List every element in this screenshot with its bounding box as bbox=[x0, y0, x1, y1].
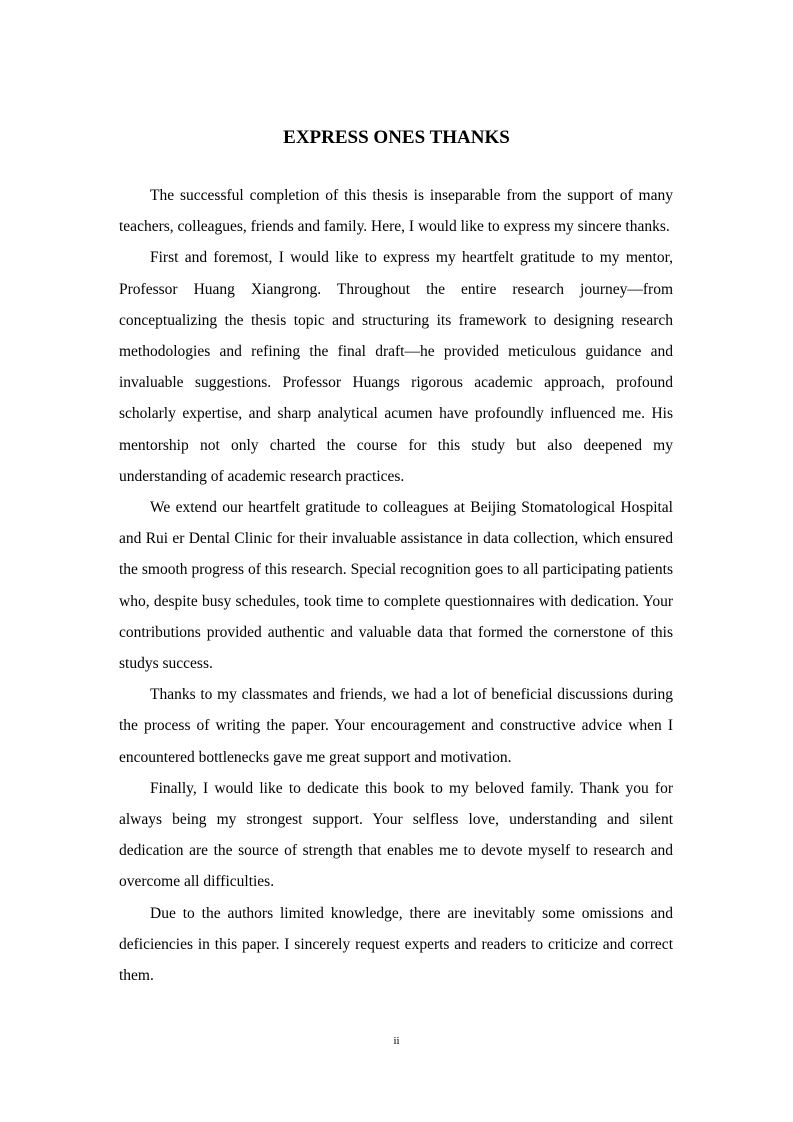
paragraph-3: We extend our heartfelt gratitude to colleagues at Beijing Stomatological Hospital and Rui er Dental Clinic for their invaluable assistance in data collection, which ensured the smooth progress of this research. Special recognition goes to all participating patients who, despite busy schedules, took time to complete questionnaires with dedication. Your contributions provided authentic and valuable data that formed the cornerstone of this studys success. bbox=[119, 499, 673, 673]
paragraph-4: Thanks to my classmates and friends, we had a lot of beneficial discussions during the process of writing the paper. Your encouragement and constructive advice when I encountered bottlenecks gave me great support and motivation. bbox=[119, 686, 673, 766]
page-title: EXPRESS ONES THANKS bbox=[283, 127, 510, 148]
acknowledgments-body bbox=[119, 180, 673, 991]
paragraph-6: Due to the authors limited knowledge, there are inevitably some omissions and deficiencies in this paper. I sincerely request experts and readers to criticize and correct them. bbox=[119, 904, 673, 985]
paragraph-5: Finally, I would like to dedicate this book to my beloved family. Thank you for always being my strongest support. Your selfless love, understanding and silent dedication are the source of strength that enables me to devote myself to research and overcome all difficulties. bbox=[119, 779, 673, 891]
paragraph-1: The successful completion of this thesis is inseparable from the support of many teachers, colleagues, friends and family. Here, I would like to express my sincere thanks. bbox=[119, 187, 673, 236]
paragraph-2: First and foremost, I would like to express my heartfelt gratitude to my mentor, Professor Huang Xiangrong. Throughout the entire research journey—from conceptualizing the thesis topic and structuring its framework to designing research methodologies and refining the final draft—he provided meticulous guidance and invaluable suggestions. Professor Huangs rigorous academic approach, profound scholarly expertise, and sharp analytical acumen have profoundly influenced me. His mentorship not only charted the course for this study but also deepened my understanding of academic research practices. bbox=[119, 249, 673, 485]
page-number: ii bbox=[393, 1035, 400, 1047]
